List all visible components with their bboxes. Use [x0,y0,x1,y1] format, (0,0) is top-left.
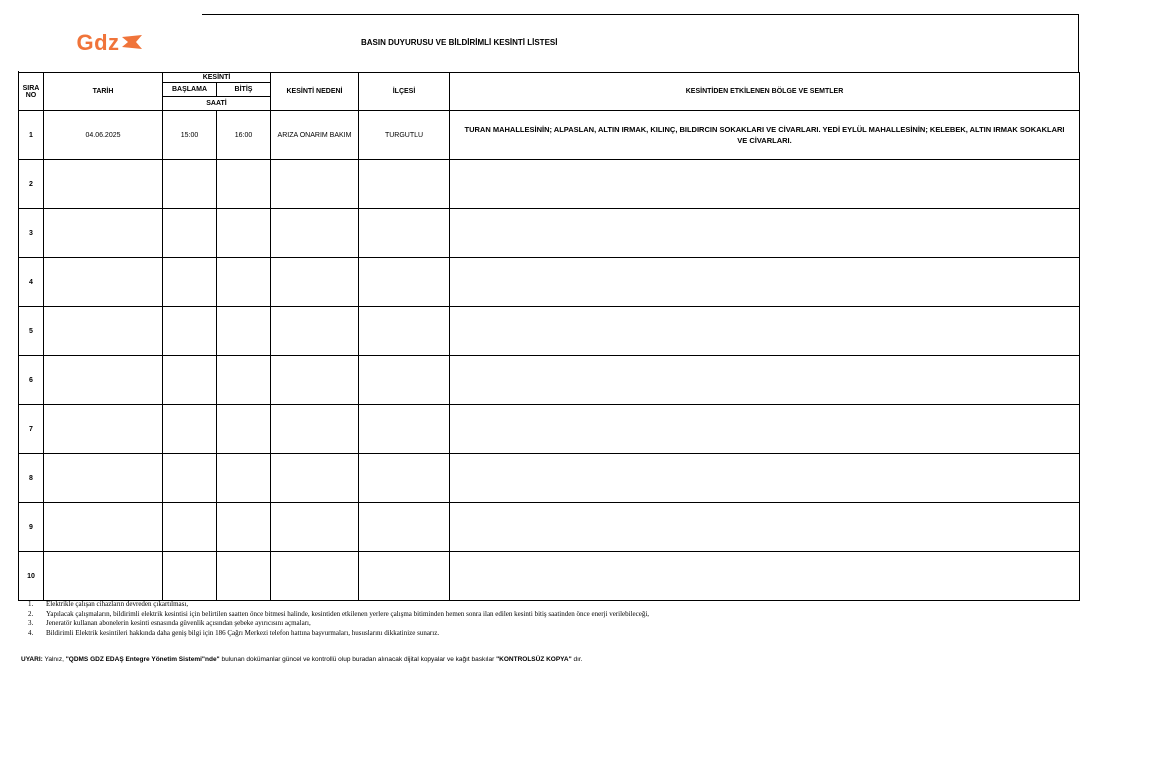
col-baslama: BAŞLAMA [163,83,217,97]
row-date [44,356,163,405]
row-number: 4 [19,258,44,307]
row-district [359,209,450,258]
row-start-time [163,454,217,503]
row-region: TURAN MAHALLESİNİN; ALPASLAN, ALTIN IRMAK, KILINÇ, BILDIRCIN SOKAKLARI VE CİVARLARI. YEDİ EYLÜL MAHALLESİNİN; KELEBEK, ALTIN IRMAK SOKAKLARI VE CİVARLARI. [450,111,1080,160]
row-region [450,209,1080,258]
row-date [44,258,163,307]
warning-copy-label: "KONTROLSÜZ KOPYA" [496,656,572,663]
row-region [450,405,1080,454]
row-end-time [217,209,271,258]
row-number: 2 [19,160,44,209]
table-row [19,552,1080,601]
row-start-time [163,405,217,454]
row-date [44,405,163,454]
row-end-time [217,405,271,454]
row-number: 7 [19,405,44,454]
col-sira-no: SIRA NO [19,73,44,111]
notes-list [28,600,649,638]
row-start-time [163,307,217,356]
table-row [19,307,1080,356]
row-number: 10 [19,552,44,601]
row-number: 5 [19,307,44,356]
table-row [19,258,1080,307]
row-district [359,405,450,454]
outage-table [18,72,1080,111]
row-start-time [163,258,217,307]
row-start-time: 15:00 [163,111,217,160]
row-date [44,552,163,601]
warning-system-name: "QDMS GDZ EDAŞ Entegre Yönetim Sistemi"nde" [65,656,220,663]
col-kesinti: KESİNTİ [163,73,271,83]
warning-label: UYARI: [21,656,43,663]
col-ilce: İLÇESİ [359,73,450,111]
table-row [19,454,1080,503]
row-reason [271,552,359,601]
note-item [28,600,649,610]
row-start-time [163,503,217,552]
row-start-time [163,160,217,209]
table-row [19,209,1080,258]
row-district [359,356,450,405]
note-text: Elektrikle çalışan cihazların devreden çıkartılması, [46,600,189,608]
row-end-time [217,258,271,307]
document-sheet [18,14,1079,601]
row-region [450,552,1080,601]
row-reason [271,356,359,405]
row-end-time [217,160,271,209]
note-number: 1. [28,600,34,608]
col-saati: SAATİ [163,97,271,111]
row-region [450,307,1080,356]
note-text: Yapılacak çalışmaların, bildirimli elektrik kesintisi için belirtilen saatten önce bitmesi halinde, kesintiden etkilenen yerlere çalışma bitiminden hemen sonra ilan edilen kesinti bitiş saatinden önce enerji verilebileceği, [46,609,650,618]
row-reason: ARIZA ONARIM BAKIM [271,111,359,160]
col-kesinti-nedeni: KESİNTİ NEDENİ [271,73,359,111]
row-date [44,454,163,503]
row-start-time [163,209,217,258]
row-start-time [163,356,217,405]
table-row [19,405,1080,454]
row-number: 1 [19,111,44,160]
row-end-time [217,454,271,503]
row-reason [271,405,359,454]
row-date [44,160,163,209]
row-end-time [217,552,271,601]
note-number: 3. [28,619,34,627]
document-title: BASIN DUYURUSU VE BİLDİRİMLİ KESİNTİ LİSTESİ [361,38,558,47]
company-logo [18,14,202,71]
row-date [44,307,163,356]
table-row [19,503,1080,552]
logo-text: Gdz [76,29,120,55]
note-number: 4. [28,628,34,637]
row-district: TURGUTLU [359,111,450,160]
col-bolge: KESİNTİDEN ETKİLENEN BÖLGE VE SEMTLER [450,73,1080,111]
note-item [28,629,649,639]
note-number: 2. [28,609,34,618]
row-reason [271,258,359,307]
note-item [28,619,649,629]
row-number: 8 [19,454,44,503]
row-date [44,503,163,552]
row-number: 9 [19,503,44,552]
note-item [28,610,649,620]
col-bitis: BİTİŞ [217,83,271,97]
row-end-time [217,356,271,405]
table-row [19,356,1080,405]
row-region [450,503,1080,552]
row-district [359,307,450,356]
row-district [359,552,450,601]
row-reason [271,160,359,209]
row-end-time: 16:00 [217,111,271,160]
row-region [450,160,1080,209]
row-date [44,209,163,258]
outage-table-body [18,110,1080,601]
note-text: Jeneratör kullanan abonelerin kesinti esnasında güvenlik açısından şebeke ayırıcısını açmaları, [46,619,311,627]
row-region [450,258,1080,307]
row-reason [271,307,359,356]
row-district [359,258,450,307]
row-district [359,160,450,209]
row-reason [271,454,359,503]
row-number: 3 [19,209,44,258]
table-row [19,111,1080,160]
note-text: Bildirimli Elektrik kesintileri hakkında daha geniş bilgi için 186 Çağrı Merkezi telefon hattına başvurmaları, hususlarını dikkatinize sunarız. [46,628,440,637]
table-row [19,160,1080,209]
row-reason [271,503,359,552]
row-district [359,503,450,552]
row-end-time [217,307,271,356]
warning-text: UYARI: Yalnız, "QDMS GDZ EDAŞ Entegre Yönetim Sistemi"nde" bulunan dokümanlar güncel ve kontrollü olup buradan alınacak dijital kopyalar ve kağıt baskılar "KONTROLSÜZ KOPYA" dır. [21,656,583,663]
row-number: 6 [19,356,44,405]
document-header [18,14,1079,72]
row-reason [271,209,359,258]
logo-flag-icon [122,35,144,51]
row-date: 04.06.2025 [44,111,163,160]
row-end-time [217,503,271,552]
col-tarih: TARİH [44,73,163,111]
row-region [450,356,1080,405]
row-district [359,454,450,503]
row-start-time [163,552,217,601]
row-region [450,454,1080,503]
